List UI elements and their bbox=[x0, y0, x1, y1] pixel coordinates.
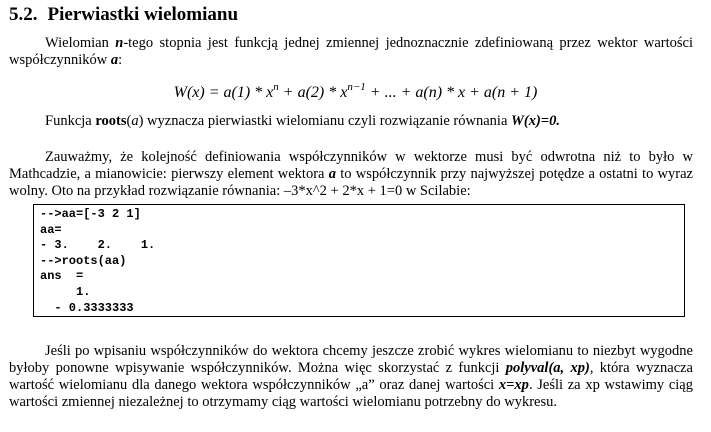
var-n: n bbox=[115, 35, 124, 51]
text: -tego stopnia jest funkcją jednej zmiennej jednoznacznie zdefiniowaną przez wektor wartości współczynników bbox=[9, 35, 693, 68]
equation: W(x)=0. bbox=[511, 113, 560, 129]
function-polyval: polyval(a, xp) bbox=[505, 360, 590, 376]
code-line: - 3. 2. 1. bbox=[40, 238, 156, 253]
section-number: 5.2. bbox=[9, 4, 38, 25]
code-line: - 0.3333333 bbox=[40, 300, 134, 315]
section-heading bbox=[9, 4, 238, 26]
scilab-code-box bbox=[33, 204, 685, 317]
polynomial-formula bbox=[0, 81, 711, 102]
formula-exponent-n-1: n−1 bbox=[347, 81, 366, 93]
formula-exponent-n: n bbox=[273, 81, 279, 93]
code-line: 1. bbox=[40, 284, 91, 299]
text: . Jeśli za xp wstawimy ciąg wartości zmiennej niezależnej to otrzymamy ciąg wartości wielomianu potrzebny do wykresu. bbox=[9, 377, 693, 410]
text: to współczynnik przy najwyższej potędze a ostatni to wyraz wolny. Oto na przykład rozwiązanie równania: –3*x^2 + 2*x + 1=0 w Scilabie: bbox=[9, 166, 693, 199]
text: Wielomian bbox=[45, 35, 116, 51]
code-line: -->roots(aa) bbox=[40, 253, 127, 268]
text: Funkcja bbox=[45, 113, 96, 129]
text: ) wyznacza pierwiastki wielomianu czyli rozwiązanie równania bbox=[138, 113, 511, 129]
paragraph-polyval bbox=[9, 343, 693, 411]
code-line: -->aa=[-3 2 1] bbox=[40, 207, 141, 221]
text: Zauważmy, że kolejność definiowania współczynników w wektorze musi być odwrotna niż to było w Mathcadzie, a mianowicie: pierwszy element wektora bbox=[9, 149, 693, 182]
text: , która wyznacza wartość wielomianu dla danego wektora współczynników „a” oraz danej wartości bbox=[9, 360, 693, 393]
paragraph-note bbox=[9, 149, 693, 200]
code-line: aa= bbox=[40, 222, 62, 237]
text: Jeśli po wpisaniu współczynników do wektora chcemy jeszcze zrobić wykres wielomianu to niezbyt wygodne byłoby ponowne wpisywanie współczynników. Można więc skorzystać z funkcji bbox=[9, 343, 693, 376]
section-title: Pierwiastki wielomianu bbox=[47, 4, 239, 25]
var-a: a bbox=[328, 166, 336, 182]
formula-rest: + ... + a(n) * x + a(n + 1) bbox=[365, 84, 538, 101]
var-a: a bbox=[110, 52, 119, 68]
code-line: ans = bbox=[40, 269, 84, 284]
paragraph-roots bbox=[9, 113, 693, 130]
formula-middle: + a(2) * x bbox=[278, 84, 348, 101]
text: : bbox=[118, 52, 123, 68]
paragraph-intro bbox=[9, 35, 693, 69]
function-roots: roots bbox=[95, 113, 127, 129]
formula-lhs: W(x) = a(1) * x bbox=[173, 84, 274, 101]
text: ( bbox=[126, 113, 132, 129]
var-a: a bbox=[131, 113, 139, 129]
equation: x=xp bbox=[498, 377, 529, 393]
